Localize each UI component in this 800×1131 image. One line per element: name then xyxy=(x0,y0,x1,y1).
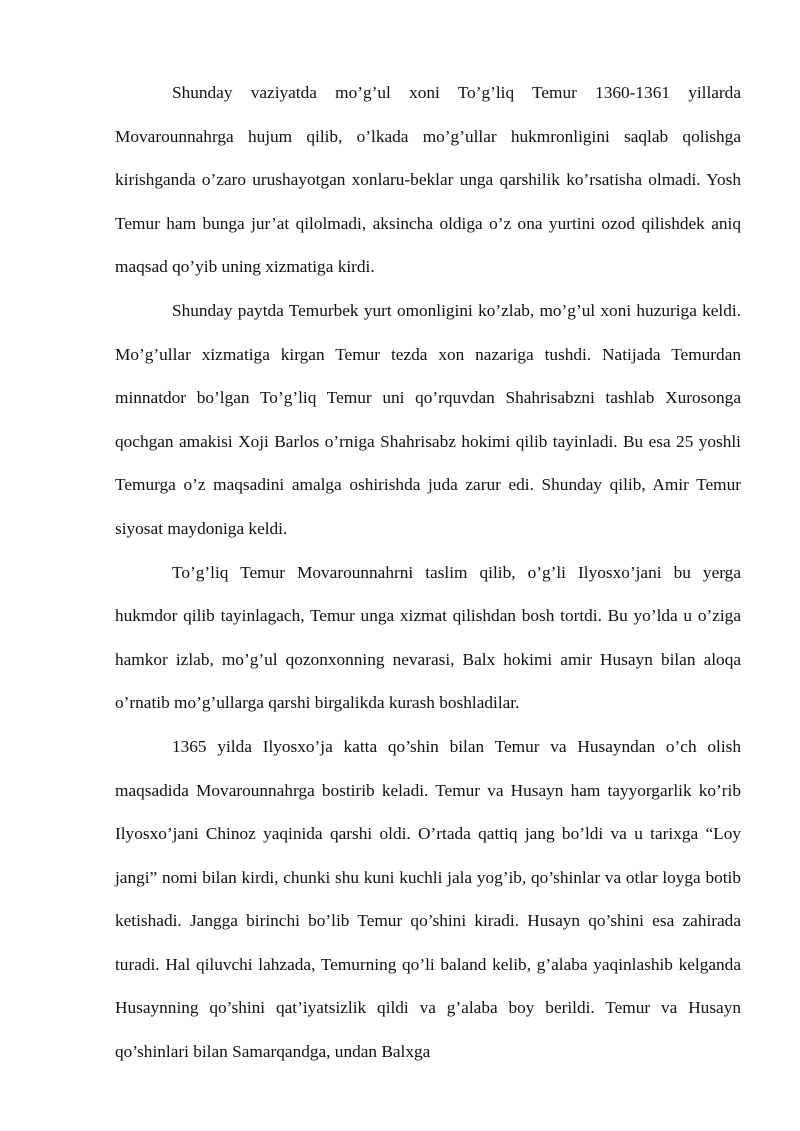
paragraph-1: Shunday vaziyatda mo’g’ul xoni To’g’liq Temur 1360-1361 yillarda Movarounnahrga hujum qilib, o’lkada mo’g’ullar hukmronligini saqlab qolishga kirishganda o’zaro urushayotgan xonlaru-beklar unga qarshilik ko’rsatisha olmadi. Yosh Temur ham bunga jur’at qilolmadi, aksincha oldiga o’z ona yurtini ozod qilishdek aniq maqsad qo’yib uning xizmatiga kirdi. xyxy=(115,83,741,277)
paragraph-2: Shunday paytda Temurbek yurt omonligini ko’zlab, mo’g’ul xoni huzuriga keldi. Mo’g’ullar xizmatiga kirgan Temur tezda xon nazariga tushdi. Natijada Temurdan minnatdor bo’lgan To’g’liq Temur uni qo’rquvdan Shahrisabzni tashlab Xurosonga qochgan amakisi Xoji Barlos o’rniga Shahrisabz hokimi qilib tayinladi. Bu esa 25 yoshli Temurga o’z maqsadini amalga oshirishda juda zarur edi. Shunday qilib, Amir Temur siyosat maydoniga keldi. xyxy=(115,300,741,538)
paragraph-4: 1365 yilda Ilyosxo’ja katta qo’shin bilan Temur va Husayndan o’ch olish maqsadida Movarounnahrga bostirib keladi. Temur va Husayn ham tayyorgarlik ko’rib Ilyosxo’jani Chinoz yaqinida qarshi oldi. O’rtada qattiq jang bo’ldi va u tarixga “Loy jangi” nomi bilan kirdi, chunki shu kuni kuchli jala yog’ib, qo’shinlar va otlar loyga botib ketishadi. Jangga birinchi bo’lib Temur qo’shini kiradi. Husayn qo’shini esa zahirada turadi. Hal qiluvchi lahzada, Temurning qo’li baland kelib, g’alaba yaqinlashib kelganda Husaynning qo’shini qat’iyatsizlik qildi va g’alaba boy berildi. Temur va Husayn qo’shinlari bilan Samarqandga, undan Balxga xyxy=(115,736,741,1062)
document-body xyxy=(115,71,741,1074)
paragraph-3: To’g’liq Temur Movarounnahrni taslim qilib, o’g’li Ilyosxo’jani bu yerga hukmdor qilib tayinlagach, Temur unga xizmat qilishdan bosh tortdi. Bu yo’lda u o’ziga hamkor izlab, mo’g’ul qozonxonning nevarasi, Balx hokimi amir Husayn bilan aloqa o’rnatib mo’g’ullarga qarshi birgalikda kurash boshladilar. xyxy=(115,562,741,713)
